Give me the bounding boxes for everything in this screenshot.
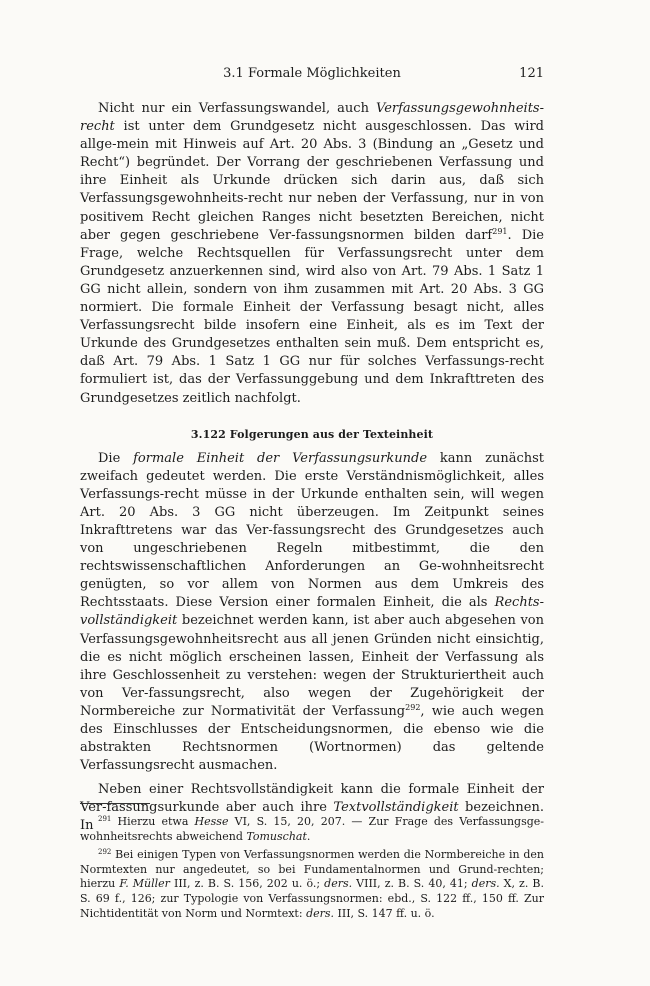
footnotes bbox=[80, 812, 544, 921]
main-text bbox=[80, 100, 544, 836]
footnote-reference: 292 bbox=[405, 702, 421, 712]
footnote-marker: 292 bbox=[98, 848, 112, 857]
footnote-reference: 291 bbox=[492, 226, 508, 236]
footnote: $^{291}$ Hierzu etwa Hesse VI, S. 15, 20, 207. — Zur Frage des Verfassungsge-wohnheitsrechts abweichend Tomuschat. bbox=[80, 815, 544, 843]
emphasis: Verfassungsgewohnheits-recht bbox=[80, 101, 544, 135]
page-header bbox=[80, 66, 544, 84]
paragraph: Neben einer Rechtsvollständigkeit kann die formale Einheit der Ver-fassungsurkunde aber auch ihre Textvollständigkeit bezeichnen. In bbox=[80, 782, 544, 834]
footnote-marker: 291 bbox=[98, 815, 112, 823]
emphasis: Rechts-vollständigkeit bbox=[80, 595, 544, 629]
page-number: 121 bbox=[519, 66, 544, 81]
footnote: $^{292}$ Bei einigen Typen von Verfassungsnormen werden die Normbereiche in den Normtexten nur angedeutet, so bei Fundamentalnormen und Grund-rechten; hierzu F. Müller III, z. B. S. 156, 202 u. ö.; ders. VIII, z. B. S. 40, 41; ders. X, z. B. S. 69 f., 126; zur Typologie von Verfassungsnormen: ebd., S. 122 ff., 150 ff. Zur Nichtidentität von Norm und Normtext: ders. III, S. 147 ff. u. ö. bbox=[80, 848, 544, 920]
section-heading: 3.122 Folgerungen aus der Texteinheit bbox=[190, 427, 434, 441]
footnote-divider bbox=[80, 803, 150, 804]
emphasis: formale Einheit der Verfassungsurkunde bbox=[133, 450, 428, 466]
emphasis: Textvollständigkeit bbox=[333, 800, 459, 816]
paragraph: Nicht nur ein Verfassungswandel, auch Verfassungsgewohnheits-recht ist unter dem Grundgesetz nicht ausgeschlossen. Das wird allge-mein mit Hinweis auf Art. 20 Abs. 3 (Bindung an „Gesetz und Recht“) begründet. Der Vorrang der geschriebenen Verfassung und ihre Einheit als Urkunde drücken sich darin aus, daß sich Verfassungsgewohnheits-recht nur neben der Verfassung, nur in von positivem Recht gleichen Ranges nicht besetzten Bereichen, nicht aber gegen geschriebene Ver-fassungsnormen bilden darf$^{291}$. Die Frage, welche Rechtsquellen für Verfassungsrecht unter dem Grundgesetz anzuerkennen sind, wird also von Art. 79 Abs. 1 Satz 1 GG nicht allein, sondern von ihm zusammen mit Art. 20 Abs. 3 GG normiert. Die formale Einheit der Verfassung besagt nicht, alles Verfassungsrecht bilde insofern eine Einheit, als es im Text der Urkunde des Grundgesetzes enthalten sein muß. Dem entspricht es, daß Art. 79 Abs. 1 Satz 1 GG nur für solches Verfassungs-recht formuliert ist, das der Verfassunggebung und dem Inkrafttreten des Grundgesetzes zeitlich nachfolgt. bbox=[80, 101, 544, 406]
paragraph: Die formale Einheit der Verfassungsurkunde kann zunächst zweifach gedeutet werden. Die erste Verständnismöglichkeit, alles Verfassungs-recht müsse in der Urkunde enthalten sein, will wegen Art. 20 Abs. 3 GG nicht überzeugen. Im Zeitpunkt seines Inkrafttretens war das Ver-fassungsrecht des Grundgesetzes auch von ungeschriebenen Regeln mitbestimmt, die den rechtswissenschaftlichen Anforderungen an Ge-wohnheitsrecht genügten, so vor allem von Normen aus dem Umkreis des Rechtsstaats. Diese Version einer formalen Einheit, die als Rechts-vollständigkeit bezeichnet werden kann, ist aber auch abgesehen von Verfassungsgewohnheitsrecht aus all jenen Gründen nicht einsichtig, die es nicht möglich erscheinen lassen, Einheit der Verfassung als ihre Geschlossenheit zu verstehen: wegen der Strukturiertheit auch von Ver-fassungsrecht, also wegen der Zugehörigkeit der Normbereiche zur Normativität der Verfassung$^{292}$, wie auch wegen des Einschlusses der Entscheidungsnormen, die ebenso wie die abstrakten Rechtsnormen (Wortnormen) das geltende Verfassungsrecht ausmachen. bbox=[80, 450, 545, 774]
running-head: 3.1 Formale Möglichkeiten bbox=[223, 66, 401, 81]
